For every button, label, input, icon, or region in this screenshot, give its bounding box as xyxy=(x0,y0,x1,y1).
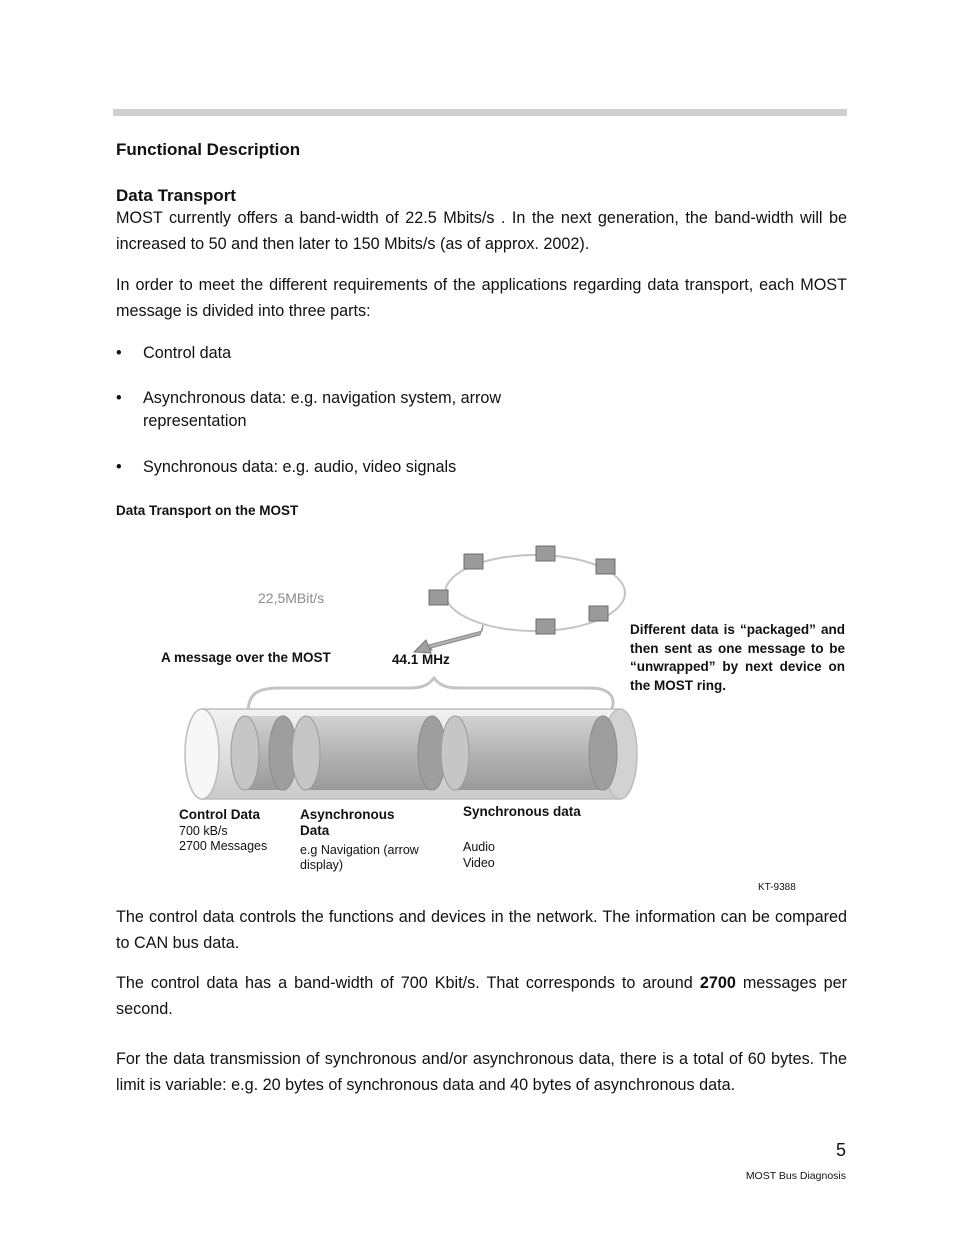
ring-node xyxy=(536,619,555,634)
bullet-item xyxy=(116,342,847,365)
bullet-icon: • xyxy=(116,344,122,362)
bullet-text: Synchronous data: e.g. audio, video signals xyxy=(143,458,457,476)
para4-text-before: The control data has a band-width of 700 Kbit/s. That corresponds to around xyxy=(116,974,700,992)
ring-node xyxy=(536,546,555,561)
figure-caption: Data Transport on the MOST xyxy=(116,503,299,518)
paragraph-sync-async: For the data transmission of synchronous and/or asynchronous data, there is a total of 60 bytes. The limit is variable: e.g. 20 bytes of synchronous data and 40 bytes of asynchronous data. xyxy=(116,1050,847,1094)
async-data-detail: e.g Navigation (arrow display) xyxy=(300,843,419,872)
message-label: A message over the MOST xyxy=(161,650,331,665)
async-segment xyxy=(292,716,446,790)
packaging-note: Different data is “packaged” and then sent as one message to be “unwrapped” by next device on the MOST ring. xyxy=(630,622,845,693)
ring-node xyxy=(464,554,483,569)
control-data-messages: 2700 Messages xyxy=(179,839,268,853)
message-count: 2700 xyxy=(699,974,736,992)
paragraph-requirements: In order to meet the different requirements of the applications regarding data transport, each MOST message is divided into three parts: xyxy=(116,276,847,320)
top-rule xyxy=(113,109,847,116)
bullet-icon: • xyxy=(116,458,122,476)
ring-node xyxy=(589,606,608,621)
bullet-text: Asynchronous data: e.g. navigation system, arrow representation xyxy=(143,389,502,430)
transfer-arrow xyxy=(414,625,483,653)
footer-doc-title: MOST Bus Diagnosis xyxy=(745,1170,846,1182)
bandwidth-label: 22,5MBit/s xyxy=(258,590,325,606)
paragraph-control-data: The control data controls the functions and devices in the network. The information can be compared to CAN bus data. xyxy=(116,908,847,952)
async-data-title: Asynchronous Data xyxy=(300,807,395,838)
sync-data-title: Synchronous data xyxy=(463,804,581,819)
paragraph-control-bandwidth xyxy=(116,970,847,1022)
message-brace xyxy=(248,678,613,713)
figure-id: KT-9388 xyxy=(758,882,796,893)
control-data-title: Control Data xyxy=(179,807,260,822)
most-transport-figure xyxy=(140,528,850,898)
paragraph-bandwidth: MOST currently offers a band-width of 22.5 Mbits/s . In the next generation, the band-width will be increased to 50 and then later to 150 Mbits/s (as of approx. 2002). xyxy=(116,209,847,253)
para4-text-after: messages per second. xyxy=(116,974,847,1018)
page-number: 5 xyxy=(835,1140,846,1160)
most-ring xyxy=(429,546,625,634)
ring-node xyxy=(596,559,615,574)
sync-data-video: Video xyxy=(463,856,495,870)
bullet-icon: • xyxy=(116,389,122,407)
control-data-rate: 700 kB/s xyxy=(179,824,228,838)
bullet-text: Control data xyxy=(143,344,232,362)
bullet-item xyxy=(116,387,586,433)
bullet-item xyxy=(116,456,847,479)
control-segment xyxy=(231,716,297,790)
frequency-label: 44.1 MHz xyxy=(392,652,450,667)
section-title: Functional Description xyxy=(116,140,301,159)
data-transport-heading: Data Transport xyxy=(116,186,236,205)
ring-node xyxy=(429,590,448,605)
sync-segment xyxy=(441,716,617,790)
sync-data-audio: Audio xyxy=(463,840,495,854)
